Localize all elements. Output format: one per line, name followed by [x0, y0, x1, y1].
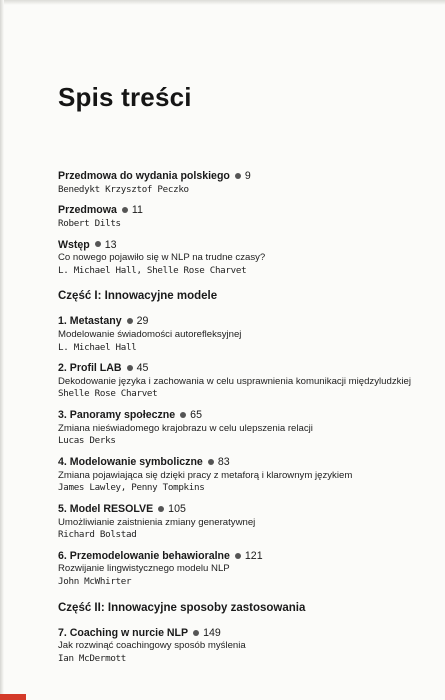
page-number: 65 — [190, 409, 202, 422]
part-label: Część I: — [58, 290, 102, 303]
toc-entry-heading — [58, 315, 433, 329]
entry-authors: Lucas Derks — [58, 435, 116, 447]
page-binding-shadow — [0, 0, 4, 700]
toc-entry-chapter-2 — [58, 362, 433, 401]
entry-title: 4. Modelowanie symboliczne — [58, 456, 203, 469]
entry-subtitle: Rozwijanie lingwistycznego modelu NLP — [58, 563, 230, 575]
entry-authors: L. Michael Hall — [58, 341, 137, 353]
page-title: Spis treści — [58, 82, 192, 112]
part-title: Innowacyjne sposoby zastosowania — [107, 601, 306, 614]
page-number: 11 — [131, 204, 143, 217]
entry-title: Przedmowa — [58, 204, 117, 217]
entry-subtitle: Co nowego pojawiło się w NLP na trudne czasy? — [58, 252, 266, 264]
toc-entry-chapter-6 — [58, 550, 433, 589]
entry-subtitle: Zmiana pojawiająca się dzięki pracy z metaforą i klarownym językiem — [58, 469, 353, 481]
toc-entry-heading — [58, 409, 433, 423]
toc-entry-chapter-3 — [58, 409, 433, 448]
page-number: 13 — [104, 238, 117, 251]
entry-title: 6. Przemodelowanie behawioralne — [58, 549, 230, 562]
bullet-dot-icon — [208, 459, 214, 465]
toc-entry-heading — [58, 362, 433, 376]
bullet-dot-icon — [235, 173, 241, 179]
entry-title: Wstęp — [58, 238, 90, 251]
page-edge-shadow — [0, 0, 445, 5]
toc-entry-heading — [58, 456, 433, 470]
entry-subtitle: Zmiana nieświadomego krajobrazu w celu ulepszenia relacji — [58, 422, 313, 434]
entry-authors: James Lawley, Penny Tompkins — [58, 482, 205, 494]
entry-title: 2. Profil LAB — [58, 362, 122, 375]
part-label: Część II: — [58, 601, 105, 614]
entry-authors: Robert Dilts — [58, 217, 121, 229]
page-corner-mark — [0, 694, 26, 700]
toc-entry-preface-polish — [58, 170, 433, 196]
toc-entry-chapter-4 — [58, 456, 433, 495]
bullet-dot-icon — [158, 506, 164, 512]
page-number: 149 — [203, 626, 221, 639]
entry-subtitle: Dekodowanie języka i zachowania w celu usprawnienia komunikacji międzyludzkiej — [58, 375, 412, 387]
toc-entry-chapter-7 — [58, 627, 433, 666]
bullet-dot-icon — [122, 207, 128, 213]
entry-authors: Richard Bolstad — [58, 529, 137, 541]
toc-entry-heading — [58, 503, 433, 517]
toc-entry-preface — [58, 204, 433, 230]
page-number: 9 — [244, 170, 251, 182]
part-title: Innowacyjne modele — [104, 290, 218, 303]
entry-authors: John McWhirter — [58, 576, 132, 588]
toc-entry-introduction — [58, 239, 433, 278]
toc-entry-chapter-1 — [58, 315, 433, 354]
entry-title: 1. Metastany — [58, 315, 122, 328]
page-number: 29 — [136, 315, 149, 328]
page-number: 83 — [217, 456, 230, 469]
entry-title: 7. Coaching w nurcie NLP — [58, 626, 189, 639]
bullet-dot-icon — [180, 412, 186, 418]
entry-subtitle: Jak rozwinąć coachingowy sposób myślenia — [58, 640, 246, 652]
toc-entry-chapter-5 — [58, 503, 433, 542]
entry-title: 3. Panoramy społeczne — [58, 409, 176, 422]
entry-subtitle: Modelowanie świadomości autorefleksyjnej — [58, 328, 242, 340]
bullet-dot-icon — [95, 241, 101, 247]
bullet-dot-icon — [127, 318, 133, 324]
entry-authors: L. Michael Hall, Shelle Rose Charvet — [58, 264, 247, 276]
toc-entry-heading — [58, 204, 433, 218]
page-number: 45 — [136, 362, 149, 375]
page-number: 121 — [244, 549, 263, 562]
entry-authors: Shelle Rose Charvet — [58, 388, 158, 400]
table-of-contents — [58, 170, 433, 674]
entry-authors: Ian McDermott — [58, 652, 127, 664]
entry-title: 5. Model RESOLVE — [58, 503, 154, 516]
toc-entry-heading — [58, 239, 433, 253]
part-heading — [58, 601, 433, 615]
toc-entry-heading — [58, 550, 433, 564]
entry-title: Przedmowa do wydania polskiego — [58, 170, 230, 182]
entry-authors: Benedykt Krzysztof Peczko — [58, 183, 189, 195]
entry-subtitle: Umożliwianie zaistnienia zmiany generatywnej — [58, 516, 256, 528]
part-heading — [58, 289, 433, 303]
page-number: 105 — [168, 503, 186, 516]
bullet-dot-icon — [193, 630, 199, 636]
toc-entry-heading — [58, 627, 433, 641]
toc-entry-heading — [58, 170, 433, 184]
bullet-dot-icon — [235, 553, 241, 559]
bullet-dot-icon — [127, 365, 133, 371]
